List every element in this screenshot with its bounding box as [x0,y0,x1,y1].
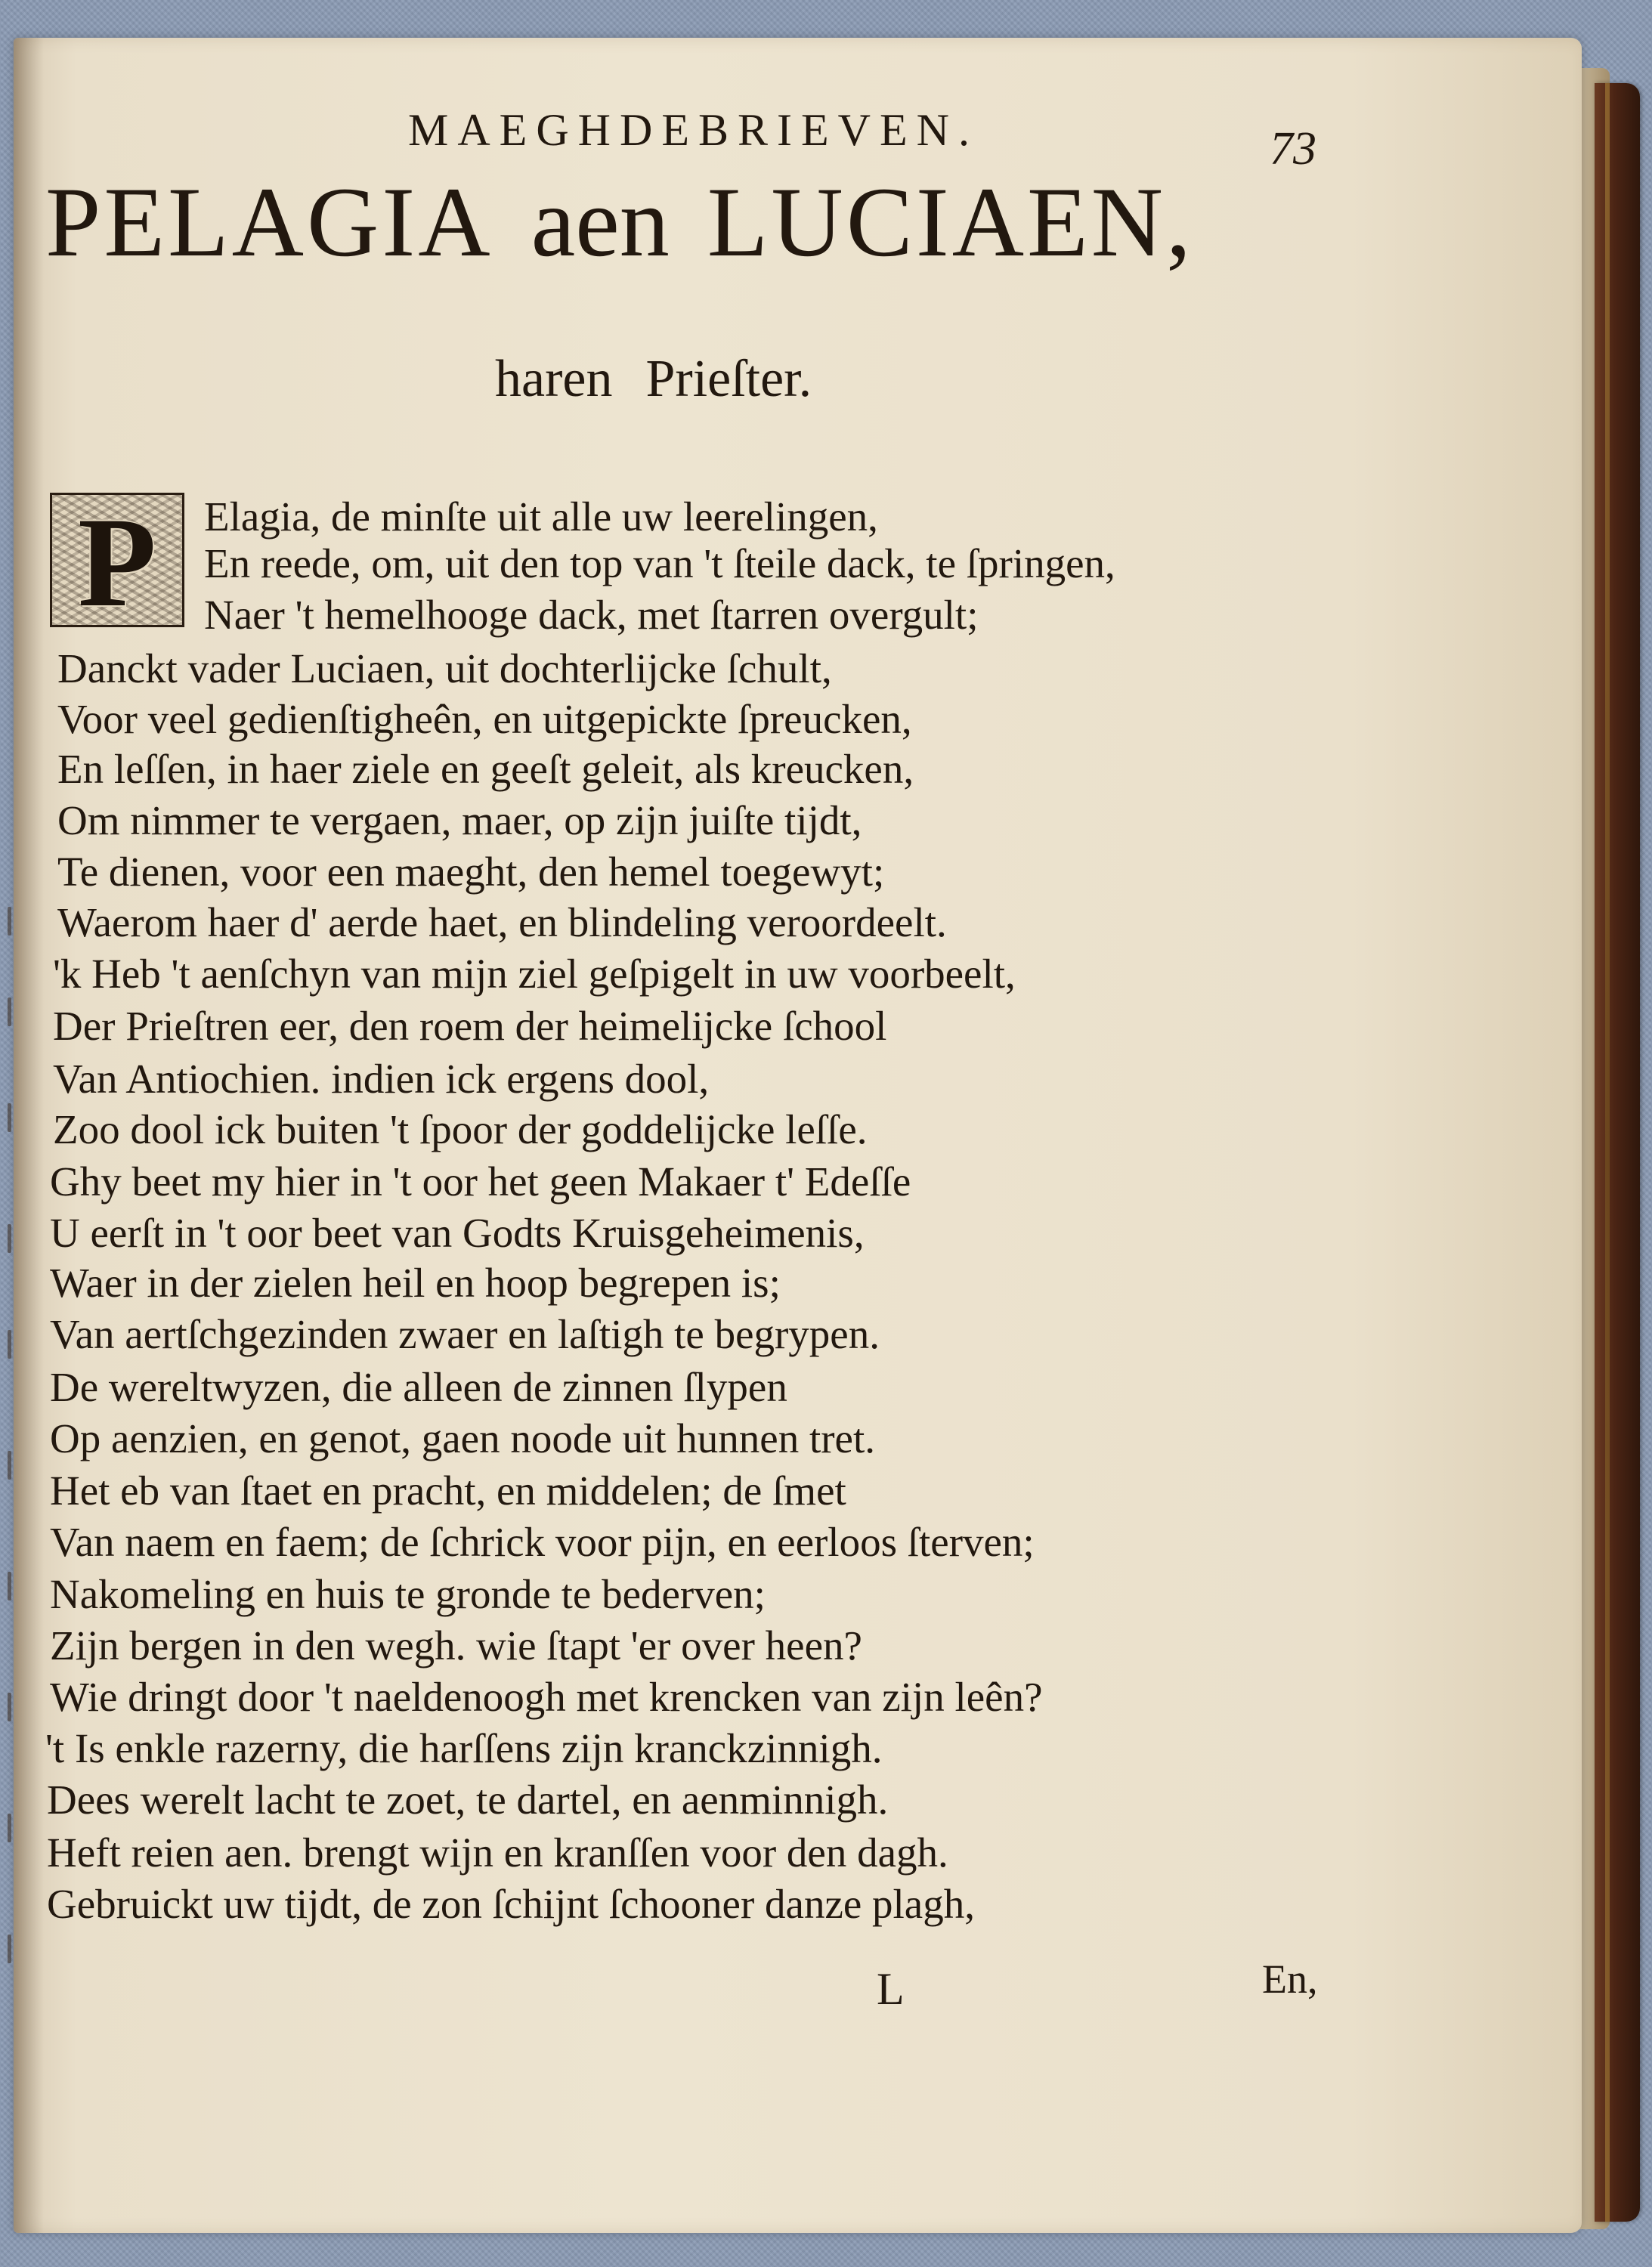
verse-line: Wie dringt door 't naeldenoogh met krencken van zijn leên? [50,1674,1043,1720]
drop-cap-letter: P [78,491,156,633]
verse-line: Nakomeling en huis te gronde te bederven; [50,1571,766,1617]
title-right: LUCIAEN, [707,166,1195,277]
decorated-initial [50,491,184,633]
verse-line: Zoo dool ick buiten 't ſpoor der goddelijcke leſſe. [53,1106,868,1152]
verse-line: De wereltwyzen, die alleen de zinnen ſlypen [50,1364,787,1410]
poem-subtitle [495,349,812,410]
poem-title [45,166,1195,277]
verse-line: Heft reien aen. brengt wijn en kranſſen voor den dagh. [47,1829,948,1876]
verse-line: Dees werelt lacht te zoet, te dartel, en aenminnigh. [47,1777,889,1823]
verse-line: Waer in der zielen heil en hoop begrepen is; [50,1260,781,1306]
running-head: MAEGHDEBRIEVEN. [408,105,979,155]
verse-line: Waerom haer d' aerde haet, en blindeling veroordeelt. [57,899,947,945]
verse-line: Elagia, de minſte uit alle uw leerelingen, [204,493,878,540]
title-left: PELAGIA [45,166,493,277]
verse-line: Ghy beet my hier in 't oor het geen Makaer t' Edeſſe [50,1158,911,1205]
catchword: En, [1262,1956,1318,2002]
verse-line: Der Prieſtren eer, den roem der heimelijcke ſchool [53,1003,887,1049]
verse-line: Gebruickt uw tijdt, de zon ſchijnt ſchooner danze plagh, [47,1881,975,1927]
verse-line: Om nimmer te vergaen, maer, op zijn juiſte tijdt, [57,797,862,843]
verse-line: Op aenzien, en genot, gaen noode uit hunnen tret. [50,1415,875,1461]
title-middle: aen [531,166,670,277]
verse-line: 't Is enkle razerny, die harſſens zijn kranckzinnigh. [45,1725,883,1771]
verse-line: Naer 't hemelhooge dack, met ſtarren overgult; [204,592,979,638]
verse-line: Van naem en faem; de ſchrick voor pijn, en eerloos ſterven; [50,1519,1035,1565]
verse-line: En leſſen, in haer ziele en geeſt geleit, als kreucken, [57,746,914,792]
verse-line: Zijn bergen in den wegh. wie ſtapt 'er over heen? [50,1622,862,1669]
verse-line: Van Antiochien. indien ick ergens dool, [53,1056,710,1102]
verse-line: 'k Heb 't aenſchyn van mijn ziel geſpigelt in uw voorbeelt, [53,951,1016,997]
verse-line: Voor veel gedienſtigheên, en uitgepickte ſpreucken, [57,696,912,742]
subtitle-word-2: Prieſter. [645,350,812,408]
verse-line: Van aertſchgezinden zwaer en laſtigh te begrypen. [50,1311,880,1357]
leather-binding [1595,83,1640,2222]
verse-line: Danckt vader Luciaen, uit dochterlijcke ſchult, [57,645,832,691]
verse-line: U eerſt in 't oor beet van Godts Kruisgeheimenis, [50,1210,865,1256]
verse-line: En reede, om, uit den top van 't ſteile dack, te ſpringen, [204,540,1115,586]
signature-mark: L [877,1964,905,2014]
verse-line: Het eb van ſtaet en pracht, en middelen; de ſmet [50,1468,846,1514]
verse-line: Te dienen, voor een maeght, den hemel toegewyt; [57,849,885,895]
left-margin-marks [5,907,23,2040]
page-number: 73 [1270,123,1316,175]
subtitle-word-1: haren [495,350,613,408]
